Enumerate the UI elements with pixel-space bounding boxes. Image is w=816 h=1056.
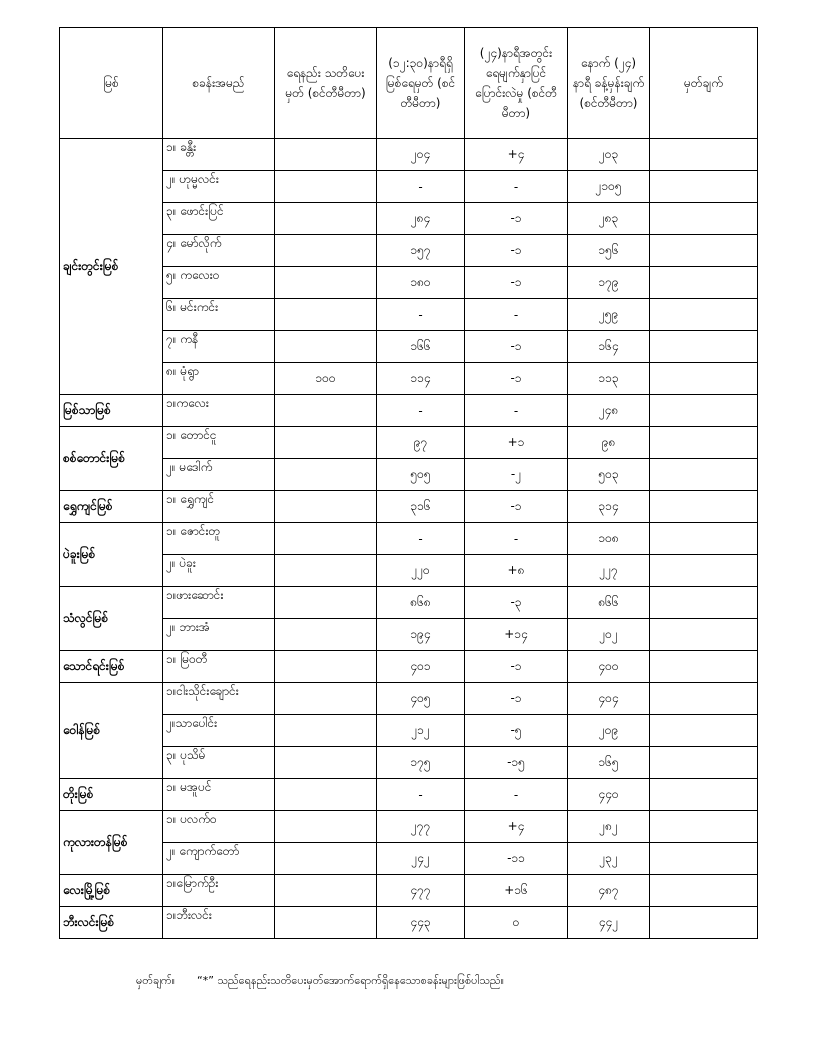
forecast-cell: ၂၀၃	[568, 139, 650, 171]
table-row	[60, 459, 758, 491]
water-level-cell: ၁၆၆	[377, 331, 465, 363]
danger-level-cell	[275, 235, 377, 267]
remark-cell	[650, 491, 758, 523]
water-level-cell: ၄၀၁	[377, 651, 465, 683]
danger-level-cell: ၁၀၀	[275, 363, 377, 395]
footnote-label: မှတ်ချက်။	[136, 974, 176, 987]
table-row	[60, 779, 758, 811]
table-row	[60, 587, 758, 619]
danger-level-cell	[275, 555, 377, 587]
danger-level-cell	[275, 715, 377, 747]
table-row	[60, 363, 758, 395]
station-name: ၄။ မော်လိုက်	[163, 235, 275, 267]
level-change-cell: ၀	[465, 907, 568, 939]
remark-cell	[650, 811, 758, 843]
level-change-cell: -	[465, 779, 568, 811]
station-name: ၁။ ပလက်ဝ	[163, 811, 275, 843]
water-level-cell: ၁၈၀	[377, 267, 465, 299]
table-row	[60, 331, 758, 363]
forecast-cell: ၄၄၀	[568, 779, 650, 811]
table-row	[60, 715, 758, 747]
level-change-cell: +၄	[465, 139, 568, 171]
forecast-cell: ၁၇၉	[568, 267, 650, 299]
danger-level-cell	[275, 491, 377, 523]
level-change-cell: -၁၅	[465, 747, 568, 779]
danger-level-cell	[275, 779, 377, 811]
remark-cell	[650, 427, 758, 459]
danger-level-cell	[275, 139, 377, 171]
water-level-cell: ၁၇၅	[377, 747, 465, 779]
station-name: ၁။ငါးသိုင်းချောင်း	[163, 683, 275, 715]
remark-cell	[650, 875, 758, 907]
level-change-cell: -	[465, 299, 568, 331]
station-name: ၃။ ဖောင်းပြင်	[163, 203, 275, 235]
danger-level-cell	[275, 875, 377, 907]
remark-cell	[650, 523, 758, 555]
forecast-cell: ၄၀၀	[568, 651, 650, 683]
danger-level-cell	[275, 747, 377, 779]
level-change-cell: -၂	[465, 459, 568, 491]
level-change-cell: -၃	[465, 587, 568, 619]
forecast-cell: ၄၄၂	[568, 907, 650, 939]
table-row	[60, 651, 758, 683]
station-name: ၁။ မအူပင်	[163, 779, 275, 811]
remark-cell	[650, 651, 758, 683]
station-name: ၅။ ကလေးဝ	[163, 267, 275, 299]
water-level-cell: ၅၀၅	[377, 459, 465, 491]
table-row	[60, 811, 758, 843]
level-change-cell: -၁	[465, 203, 568, 235]
water-level-cell: -	[377, 779, 465, 811]
remark-cell	[650, 363, 758, 395]
river-name: ကုလားတန်မြစ်	[60, 811, 163, 875]
river-name: မြစ်သာမြစ်	[60, 395, 163, 427]
level-change-cell: -၁	[465, 363, 568, 395]
water-level-cell: ၁၉၄	[377, 619, 465, 651]
station-name: ၂။ ဘားအံ	[163, 619, 275, 651]
danger-level-cell	[275, 203, 377, 235]
station-name: ၂။ ကျောက်တော်	[163, 843, 275, 875]
forecast-cell: ၃၁၄	[568, 491, 650, 523]
station-name: ၃။ ပုသိမ်	[163, 747, 275, 779]
river-name: လေးမြို့မြစ်	[60, 875, 163, 907]
table-row	[60, 907, 758, 939]
table-row	[60, 139, 758, 171]
water-level-cell: ၈၆၈	[377, 587, 465, 619]
forecast-cell: ၁၆၅	[568, 747, 650, 779]
table-body	[60, 139, 758, 939]
danger-level-cell	[275, 523, 377, 555]
forecast-cell: ၄၀၄	[568, 683, 650, 715]
water-level-cell: -	[377, 395, 465, 427]
remark-cell	[650, 395, 758, 427]
station-name: ၁။မြောက်ဦး	[163, 875, 275, 907]
forecast-cell: ၁၁၃	[568, 363, 650, 395]
forecast-cell: ၁၆၄	[568, 331, 650, 363]
station-name: ၈။ မုံရွာ	[163, 363, 275, 395]
water-level-cell: ၄၄၃	[377, 907, 465, 939]
level-change-cell: -	[465, 171, 568, 203]
table-row	[60, 555, 758, 587]
danger-level-cell	[275, 619, 377, 651]
level-change-cell: -၁	[465, 651, 568, 683]
forecast-cell: ၅၀၃	[568, 459, 650, 491]
table-row	[60, 235, 758, 267]
header-station: စခန်းအမည်	[163, 28, 275, 139]
remark-cell	[650, 619, 758, 651]
remark-cell	[650, 779, 758, 811]
level-change-cell: +၁၄	[465, 619, 568, 651]
table-row	[60, 843, 758, 875]
river-name: သောင်ရင်းမြစ်	[60, 651, 163, 683]
water-level-cell: ၉၇	[377, 427, 465, 459]
station-name: ၂။ မဒေါက်	[163, 459, 275, 491]
table-row	[60, 875, 758, 907]
water-level-cell: ၂၈၄	[377, 203, 465, 235]
forecast-cell: ၂၄၈	[568, 395, 650, 427]
danger-level-cell	[275, 171, 377, 203]
forecast-cell: ၄၈၇	[568, 875, 650, 907]
danger-level-cell	[275, 811, 377, 843]
forecast-cell: ၂၂၇	[568, 555, 650, 587]
remark-cell	[650, 331, 758, 363]
level-change-cell: -	[465, 395, 568, 427]
station-name: ၁။ ရွှေကျင်	[163, 491, 275, 523]
table-row	[60, 203, 758, 235]
water-level-cell: ၂၄၂	[377, 843, 465, 875]
forecast-cell: ၂၀၂	[568, 619, 650, 651]
header-row	[60, 28, 758, 139]
station-name: ၁။ ဇောင်းတူ	[163, 523, 275, 555]
forecast-cell: ၂၁၀၅	[568, 171, 650, 203]
water-level-cell: ၄၀၅	[377, 683, 465, 715]
river-name: ချင်းတွင်းမြစ်	[60, 139, 163, 395]
station-name: ၆။ မင်းကင်း	[163, 299, 275, 331]
level-change-cell: -၁၁	[465, 843, 568, 875]
remark-cell	[650, 235, 758, 267]
remark-cell	[650, 203, 758, 235]
level-change-cell: +၁	[465, 427, 568, 459]
remark-cell	[650, 683, 758, 715]
water-level-cell: ၃၁၆	[377, 491, 465, 523]
danger-level-cell	[275, 395, 377, 427]
river-name: ဝေါန်မြစ်	[60, 683, 163, 779]
level-change-cell: -၁	[465, 235, 568, 267]
water-level-cell: -	[377, 299, 465, 331]
table-row	[60, 747, 758, 779]
table-row	[60, 523, 758, 555]
level-change-cell: -၁	[465, 267, 568, 299]
station-name: ၁။ မြဝတီ	[163, 651, 275, 683]
forecast-cell: ၉၈	[568, 427, 650, 459]
river-name: စစ်တောင်းမြစ်	[60, 427, 163, 491]
level-change-cell: +၁၆	[465, 875, 568, 907]
water-level-cell: ၂၇၇	[377, 811, 465, 843]
header-water-level: (၁၂:၃၀)နာရီရှိ မြစ်ရေမှတ် (စင်တီမီတာ)	[377, 28, 465, 139]
forecast-cell: ၂၀၉	[568, 715, 650, 747]
danger-level-cell	[275, 299, 377, 331]
remark-cell	[650, 459, 758, 491]
remark-cell	[650, 747, 758, 779]
danger-level-cell	[275, 683, 377, 715]
station-name: ၁။ကလေး	[163, 395, 275, 427]
station-name: ၂။ ပဲခူး	[163, 555, 275, 587]
danger-level-cell	[275, 907, 377, 939]
remark-cell	[650, 139, 758, 171]
danger-level-cell	[275, 843, 377, 875]
river-name: ဘီးလင်းမြစ်	[60, 907, 163, 939]
forecast-cell: ၂၃၂	[568, 843, 650, 875]
forecast-cell: ၁၅၆	[568, 235, 650, 267]
table-row	[60, 395, 758, 427]
level-change-cell: -	[465, 523, 568, 555]
table-row	[60, 171, 758, 203]
table-row	[60, 299, 758, 331]
header-remark: မှတ်ချက်	[650, 28, 758, 139]
station-name: ၂။သာပေါင်း	[163, 715, 275, 747]
danger-level-cell	[275, 427, 377, 459]
water-level-cell: ၁၅၇	[377, 235, 465, 267]
forecast-cell: ၂၅၉	[568, 299, 650, 331]
water-level-cell: ၁၁၄	[377, 363, 465, 395]
level-change-cell: +၈	[465, 555, 568, 587]
forecast-cell: ၈၆၆	[568, 587, 650, 619]
water-level-table	[59, 27, 758, 939]
danger-level-cell	[275, 651, 377, 683]
remark-cell	[650, 587, 758, 619]
header-forecast: နောက် (၂၄) နာရီ ခန့်မှန်းချက် (စင်တီမီတာ)	[568, 28, 650, 139]
station-name: ၇။ ကနီ	[163, 331, 275, 363]
remark-cell	[650, 267, 758, 299]
water-level-cell: ၂၀၄	[377, 139, 465, 171]
danger-level-cell	[275, 267, 377, 299]
water-level-cell: ၄၇၇	[377, 875, 465, 907]
remark-cell	[650, 171, 758, 203]
table-row	[60, 619, 758, 651]
danger-level-cell	[275, 459, 377, 491]
level-change-cell: -၅	[465, 715, 568, 747]
station-name: ၁။ဖားဆောင်း	[163, 587, 275, 619]
table-row	[60, 491, 758, 523]
remark-cell	[650, 843, 758, 875]
level-change-cell: -၁	[465, 683, 568, 715]
water-level-cell: -	[377, 523, 465, 555]
water-level-cell: ၂၂၀	[377, 555, 465, 587]
remark-cell	[650, 299, 758, 331]
water-level-cell: ၂၁၂	[377, 715, 465, 747]
danger-level-cell	[275, 331, 377, 363]
header-level-change: (၂၄)နာရီအတွင်း ရေမျက်နှာပြင် ပြောင်းလဲမှု (စင်တီမီတာ)	[465, 28, 568, 139]
river-name: ရွှေကျင်မြစ်	[60, 491, 163, 523]
table-row	[60, 427, 758, 459]
danger-level-cell	[275, 587, 377, 619]
station-name: ၁။ ခန္တီး	[163, 139, 275, 171]
forecast-cell: ၂၈၂	[568, 811, 650, 843]
level-change-cell: +၄	[465, 811, 568, 843]
remark-cell	[650, 715, 758, 747]
footnote-text: “*” သည်ရေနည်းသတိပေးမှတ်အောက်ရောက်ရှိနေသောစခန်းများဖြစ်ပါသည်။	[197, 974, 504, 987]
header-danger-level: ရေနည်း သတိပေးမှတ် (စင်တီမီတာ)	[275, 28, 377, 139]
header-river: မြစ်	[60, 28, 163, 139]
station-name: ၁။ တောင်ငူ	[163, 427, 275, 459]
river-name: တိုးမြစ်	[60, 779, 163, 811]
station-name: ၂။ ဟုမ္မလင်း	[163, 171, 275, 203]
table-row	[60, 683, 758, 715]
level-change-cell: -၁	[465, 491, 568, 523]
river-name: ပဲခူးမြစ်	[60, 523, 163, 587]
water-level-cell: -	[377, 171, 465, 203]
forecast-cell: ၁၀၈	[568, 523, 650, 555]
forecast-cell: ၂၈၃	[568, 203, 650, 235]
level-change-cell: -၁	[465, 331, 568, 363]
table-row	[60, 267, 758, 299]
remark-cell	[650, 555, 758, 587]
footnote	[136, 974, 526, 990]
river-name: သံလွင်မြစ်	[60, 587, 163, 651]
station-name: ၁။ဘီးလင်း	[163, 907, 275, 939]
remark-cell	[650, 907, 758, 939]
